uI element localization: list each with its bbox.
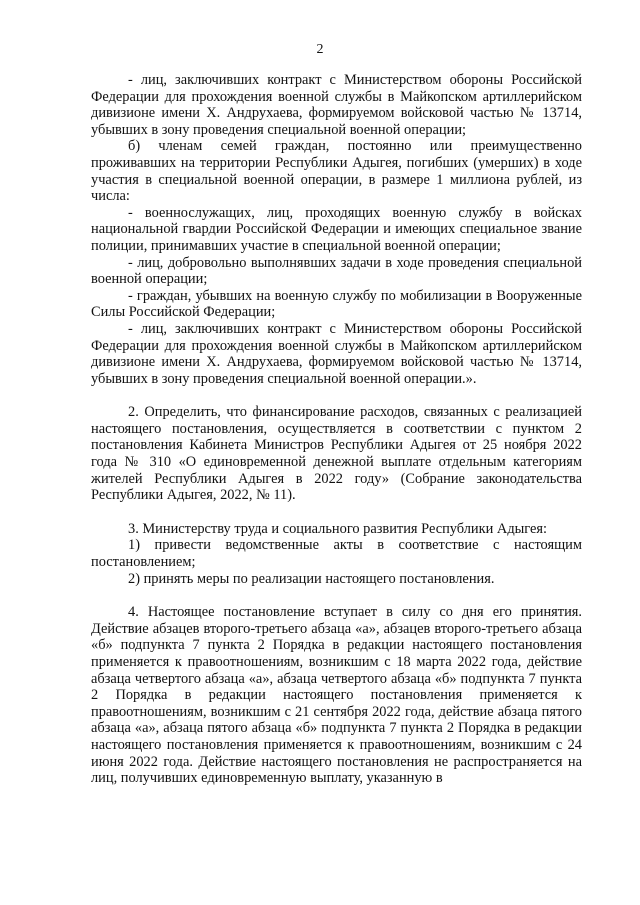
paragraph-family-members: б) членам семей граждан, постоянно или преимущественно проживавших на территории Республики Адыгея, погибших (умерших) в ходе участия в специальной военной операции, в размере 1 миллиона рублей, из числа: (91, 138, 582, 205)
paragraph-contract-persons-2: - лиц, заключивших контракт с Министерством обороны Российской Федерации для прохождения военной службы в Майкопском артиллерийском дивизионе имени Х. Андрухаева, формируемом войсковой частью № 13714, убывших в зону проведения специальной военной операции.». (91, 320, 582, 387)
paragraph-gap (91, 387, 582, 404)
paragraph-mobilized: - граждан, убывших на военную службу по мобилизации в Вооруженные Силы Российской Федерации; (91, 287, 582, 321)
paragraph-servicemen: - военнослужащих, лиц, проходящих военную службу в войсках национальной гвардии Российской Федерации и имеющих специальное звание полиции, принимавших участие в специальной военной операции; (91, 204, 582, 254)
paragraph-volunteers: - лиц, добровольно выполнявших задачи в ходе проведения специальной военной операции; (91, 254, 582, 288)
page-number: 2 (316, 42, 324, 57)
paragraph-effective-date: 4. Настоящее постановление вступает в силу со дня его принятия. Действие абзацев второго-третьего абзаца «а», абзацев второго-третьего абзаца «б» подпункта 7 пункта 2 Порядка в редакции настоящего постановления применяется к правоотношениям, возникшим с 18 марта 2022 года, действие абзаца четвертого абзаца «а», абзаца четвертого абзаца «б» подпункта 7 пункта 2 Порядка в редакции настоящего постановления применяется к правоотношениям, возникшим с 21 сентября 2022 года, действие абзаца пятого абзаца «а», абзаца пятого абзаца «б» подпункта 7 пункта 2 Порядка в редакции настоящего постановления применяется к правоотношениям, возникшим с 24 июня 2022 года. Действие настоящего постановления не распространяется на лиц, получивших единовременную выплату, указанную в (91, 604, 582, 787)
paragraph-gap (91, 504, 582, 521)
paragraph-gap (91, 587, 582, 604)
paragraph-ministry: 3. Министерству труда и социального развития Республики Адыгея: (128, 520, 548, 537)
document-body (91, 72, 582, 787)
paragraph-financing: 2. Определить, что финансирование расходов, связанных с реализацией настоящего постановления, осуществляется в соответствии с пунктом 2 постановления Кабинета Министров Республики Адыгея от 25 ноября 2022 года № 310 «О единовременной денежной выплате отдельным категориям жителей Республики Адыгея в 2022 году» (Собрание законодательства Республики Адыгея, 2022, № 11). (91, 404, 582, 504)
paragraph-ministry-item-1: 1) привести ведомственные акты в соответствие с настоящим постановлением; (91, 537, 582, 571)
paragraph-contract-persons: - лиц, заключивших контракт с Министерством обороны Российской Федерации для прохождения военной службы в Майкопском артиллерийском дивизионе имени Х. Андрухаева, формируемом войсковой частью № 13714, убывших в зону проведения специальной военной операции; (91, 72, 582, 138)
paragraph-ministry-item-2: 2) принять меры по реализации настоящего постановления. (128, 570, 495, 587)
